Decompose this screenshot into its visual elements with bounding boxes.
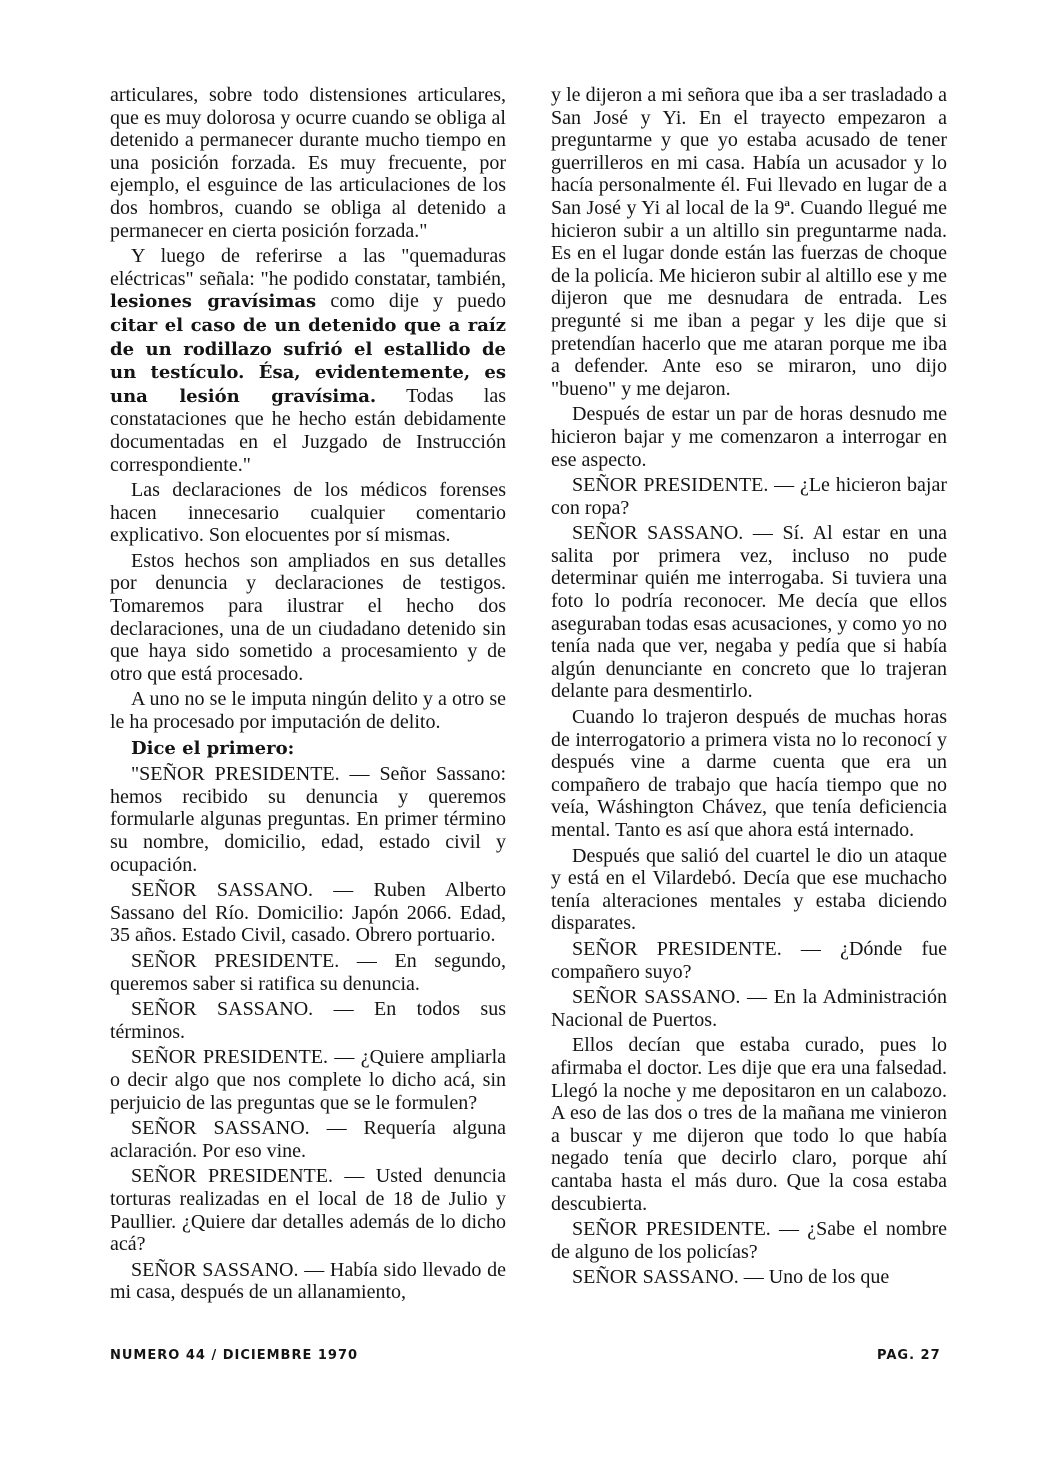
text-run: como dije y puedo <box>316 290 506 313</box>
paragraph: Después que salió del cuartel le dio un ataque y está en el Vilardebó. Decía que ese muchacho tenía alteraciones mentales y estaba diciendo disparates. <box>551 844 947 935</box>
paragraph: SEÑOR SASSANO. — Requería alguna aclaración. Por eso vine. <box>110 1117 506 1162</box>
paragraph: SEÑOR PRESIDENTE. — En segundo, queremos saber si ratifica su denuncia. <box>110 949 506 995</box>
text-run: Todas las constataciones que he hecho están debidamente documentadas en el Juzgado de Instrucción correspondiente." <box>110 384 506 476</box>
issue-footer: NUMERO 44 / DICIEMBRE 1970 <box>110 1348 359 1363</box>
paragraph: SEÑOR SASSANO. — Ruben Alberto Sassano del Río. Domicilio: Japón 2066. Edad, 35 años. Estado Civil, casado. Obrero portuario. <box>110 879 506 947</box>
bold-text: citar el caso de un detenido que a raíz de un rodillazo sufrió el estallido de un testículo. Ésa, evidentemente, es una lesión gravísima. <box>110 314 506 407</box>
paragraph: Cuando lo trajeron después de muchas horas de interrogatorio a primera vista no lo reconocí y después vine a darme cuenta que era un compañero de trabajo que hacía tiempo que no veía, Wáshington Chávez, que tenía deficiencia mental. Tanto es así que ahora está internado. <box>551 706 947 841</box>
paragraph: SEÑOR SASSANO. — En la Administración Nacional de Puertos. <box>551 986 947 1031</box>
paragraph: SEÑOR PRESIDENTE. — ¿Le hicieron bajar con ropa? <box>551 474 947 519</box>
bold-text: lesiones gravísimas <box>110 291 317 313</box>
bold-text: Dice el primero: <box>131 737 295 759</box>
paragraph: SEÑOR SASSANO. — Sí. Al estar en una salita por primera vez, incluso no pude determinar quién me interrogaba. Si tuviera una foto lo podría reconocer. Me decía que ellos aseguraban todas esas acusaciones, y como yo no tenía nada que ver, negaba y pedía que si había algún denunciante en concreto que lo trajeran delante para desmentirlo. <box>551 522 947 703</box>
paragraph: y le dijeron a mi señora que iba a ser trasladado a San José y Yi. En el trayecto empezaron a preguntarme y que yo estaba acusado de tener guerrilleros en mi casa. Había un acusador y lo hacía personalmente él. Fui llevado en lugar de a San José y Yi al local de la 9ª. Cuando llegué me hicieron subir a un altillo sin preguntarme nada. Es en el lugar donde están las fuerzas de choque de la policía. Me hicieron subir al altillo ese y me dijeron que me desnudara de entrada. Les pregunté si me iban a pegar y les dije que si pretendían hacerlo que me ataran porque me iba a defender. Ante eso se miraron, uno dijo "bueno" y me dejaron. <box>551 84 947 400</box>
paragraph: SEÑOR SASSANO. — Había sido llevado de mi casa, después de un allanamiento, <box>110 1258 506 1304</box>
page-number: PAG. 27 <box>877 1348 941 1363</box>
paragraph: SEÑOR PRESIDENTE. — ¿Sabe el nombre de alguno de los policías? <box>551 1218 947 1263</box>
paragraph: articulares, sobre todo distensiones articulares, que es muy dolorosa y ocurre cuando se obliga al detenido a permanecer durante mucho tiempo en una posición forzada. Es muy frecuente, por ejemplo, el esguince de las articulaciones de los dos hombros, cuando se obliga al detenido a permanecer en cierta posición forzada." <box>110 84 506 242</box>
paragraph: Estos hechos son ampliados en sus detalles por denuncia y declaraciones de testigos. Tomaremos para ilustrar el hecho dos declaraciones, una de un ciudadano detenido sin que haya sido sometido a procesamiento y de otro que está procesado. <box>110 549 506 685</box>
right-text-column <box>551 84 947 1292</box>
paragraph: SEÑOR PRESIDENTE. — ¿Dónde fue compañero suyo? <box>551 937 947 983</box>
left-text-column <box>110 84 506 1307</box>
paragraph: SEÑOR PRESIDENTE. — ¿Quiere ampliarla o decir algo que nos complete lo dicho acá, sin perjuicio de las preguntas que se le formulen? <box>110 1046 506 1114</box>
text-run: Y luego de referirse a las "quemaduras eléctricas" señala: "he podido constatar, también, <box>110 245 506 290</box>
paragraph: Las declaraciones de los médicos forenses hacen innecesario cualquier comentario explicativo. Son elocuentes por sí mismas. <box>110 479 506 547</box>
paragraph-with-emphasis <box>110 245 506 476</box>
paragraph: "SEÑOR PRESIDENTE. — Señor Sassano: hemos recibido su denuncia y queremos formularle algunas preguntas. En primer término su nombre, domicilio, edad, estado civil y ocupación. <box>110 763 506 876</box>
paragraph: SEÑOR SASSANO. — En todos sus términos. <box>110 998 506 1043</box>
paragraph: Después de estar un par de horas desnudo me hicieron bajar y me comenzaron a interrogar en ese aspecto. <box>551 403 947 471</box>
paragraph: SEÑOR SASSANO. — Uno de los que <box>572 1266 890 1289</box>
paragraph: SEÑOR PRESIDENTE. — Usted denuncia torturas realizadas en el local de 18 de Julio y Paullier. ¿Quiere dar detalles además de lo dicho acá? <box>110 1165 506 1256</box>
paragraph: A uno no se le imputa ningún delito y a otro se le ha procesado por imputación de delito. <box>110 688 506 734</box>
subheading <box>110 737 506 761</box>
paragraph: Ellos decían que estaba curado, pues lo afirmaba el doctor. Les dije que era una falsedad. Llegó la noche y me depositaron en un calabozo. A eso de las dos o tres de la mañana me vinieron a buscar y me dijeron que todo lo que había negado tenía que decirlo claro, porque ahí cantaba hasta el más duro. Que la cosa estaba descubierta. <box>551 1034 947 1215</box>
